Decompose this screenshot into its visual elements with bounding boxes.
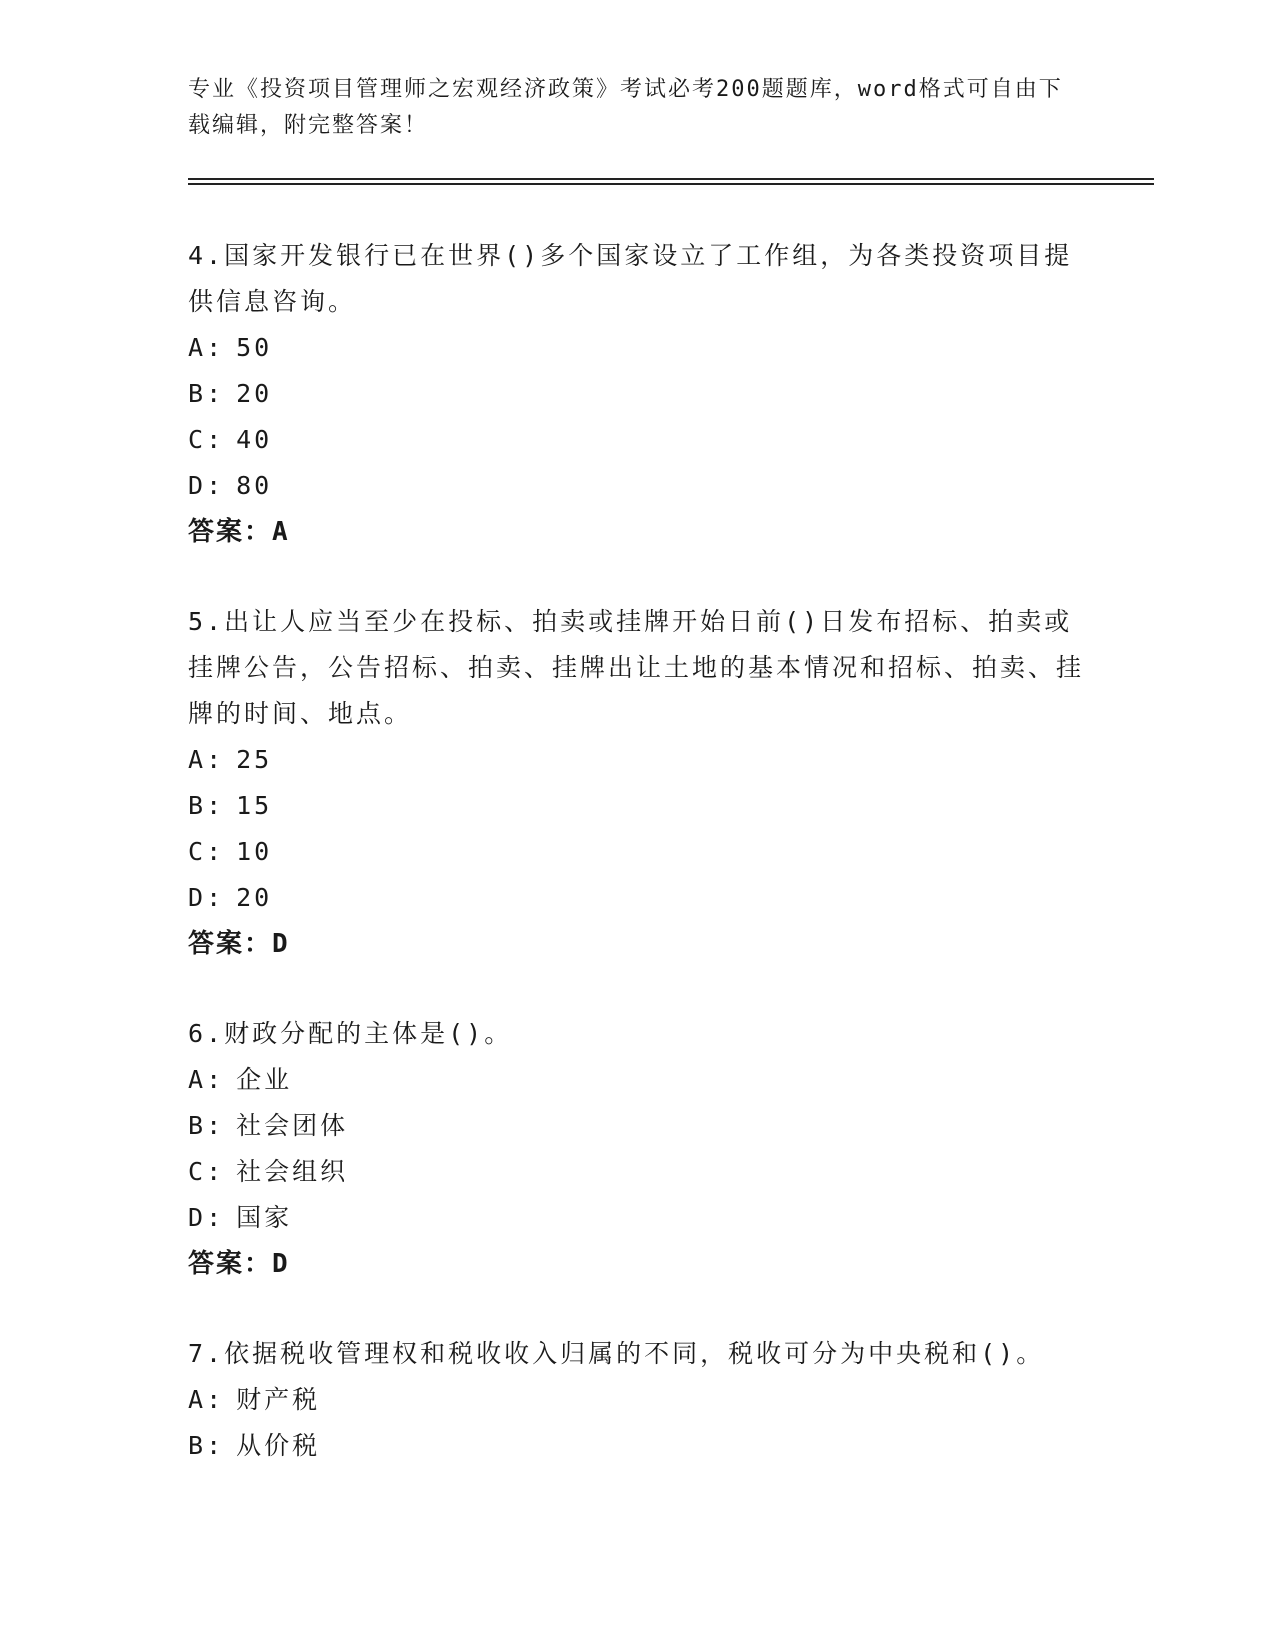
header-divider-top <box>188 178 1154 180</box>
option-separator: : <box>206 883 225 912</box>
option-key: D <box>188 883 207 912</box>
option-c <box>188 829 1088 875</box>
option-value: 15 <box>236 791 273 820</box>
option-value: 80 <box>236 471 273 500</box>
question-stem: 依据税收管理权和税收收入归属的不同，税收可分为中央税和()。 <box>224 1339 1045 1368</box>
option-a <box>188 737 1088 783</box>
option-value: 企业 <box>236 1065 293 1094</box>
option-value: 社会团体 <box>236 1111 349 1140</box>
answer-label: 答案： <box>188 1249 273 1279</box>
option-key: A <box>188 333 207 362</box>
option-separator: : <box>206 1431 225 1460</box>
question-number: 7. <box>188 1339 225 1368</box>
option-separator: : <box>206 1157 225 1186</box>
option-key: D <box>188 1203 207 1232</box>
option-a <box>188 325 1088 371</box>
option-a <box>188 1377 1088 1423</box>
question-item <box>188 233 1088 555</box>
answer-line <box>188 509 1088 555</box>
option-b <box>188 1103 1088 1149</box>
option-d <box>188 463 1088 509</box>
answer-line <box>188 921 1088 967</box>
question-item <box>188 599 1088 967</box>
answer-label: 答案： <box>188 517 273 547</box>
option-value: 10 <box>236 837 273 866</box>
option-separator: : <box>206 745 225 774</box>
option-separator: : <box>206 333 225 362</box>
option-key: B <box>188 791 207 820</box>
option-value: 从价税 <box>236 1431 321 1460</box>
option-b <box>188 1423 1088 1469</box>
option-c <box>188 1149 1088 1195</box>
option-separator: : <box>206 425 225 454</box>
question-stem: 国家开发银行已在世界()多个国家设立了工作组，为各类投资项目提供信息咨询。 <box>188 241 1073 316</box>
option-value: 社会组织 <box>236 1157 349 1186</box>
option-key: A <box>188 1385 207 1414</box>
answer-value: A <box>272 517 290 547</box>
option-separator: : <box>206 379 225 408</box>
option-value: 国家 <box>236 1203 293 1232</box>
option-separator: : <box>206 791 225 820</box>
document-header-intro: 专业《投资项目管理师之宏观经济政策》考试必考200题题库，word格式可自由下载编辑，附完整答案！ <box>188 77 1063 138</box>
option-value: 20 <box>236 883 273 912</box>
option-key: B <box>188 379 207 408</box>
option-key: A <box>188 1065 207 1094</box>
option-key: A <box>188 745 207 774</box>
answer-value: D <box>272 1249 290 1279</box>
question-list <box>188 233 1088 1513</box>
question-number: 6. <box>188 1019 225 1048</box>
question-stem: 出让人应当至少在投标、拍卖或挂牌开始日前()日发布招标、拍卖或挂牌公告，公告招标、拍卖、挂牌出让土地的基本情况和招标、拍卖、挂牌的时间、地点。 <box>188 607 1085 728</box>
option-separator: : <box>206 1203 225 1232</box>
option-b <box>188 371 1088 417</box>
option-value: 财产税 <box>236 1385 321 1414</box>
option-separator: : <box>206 1111 225 1140</box>
option-value: 25 <box>236 745 273 774</box>
option-separator: : <box>206 1065 225 1094</box>
option-c <box>188 417 1088 463</box>
option-value: 50 <box>236 333 273 362</box>
option-b <box>188 783 1088 829</box>
answer-value: D <box>272 929 290 959</box>
question-text <box>188 233 1088 325</box>
option-key: B <box>188 1431 207 1460</box>
option-a <box>188 1057 1088 1103</box>
question-text <box>188 1011 1088 1057</box>
option-key: C <box>188 425 207 454</box>
option-key: C <box>188 1157 207 1186</box>
answer-line <box>188 1241 1088 1287</box>
option-value: 20 <box>236 379 273 408</box>
question-text <box>188 599 1088 737</box>
option-value: 40 <box>236 425 273 454</box>
option-separator: : <box>206 471 225 500</box>
option-d <box>188 875 1088 921</box>
option-d <box>188 1195 1088 1241</box>
option-key: D <box>188 471 207 500</box>
answer-label: 答案： <box>188 929 273 959</box>
question-text <box>188 1331 1088 1377</box>
option-key: B <box>188 1111 207 1140</box>
question-stem: 财政分配的主体是()。 <box>224 1019 513 1048</box>
question-number: 4. <box>188 241 225 270</box>
option-separator: : <box>206 837 225 866</box>
question-item <box>188 1011 1088 1287</box>
option-separator: : <box>206 1385 225 1414</box>
option-key: C <box>188 837 207 866</box>
question-number: 5. <box>188 607 225 636</box>
header-divider-bottom <box>188 183 1154 185</box>
question-item <box>188 1331 1088 1469</box>
